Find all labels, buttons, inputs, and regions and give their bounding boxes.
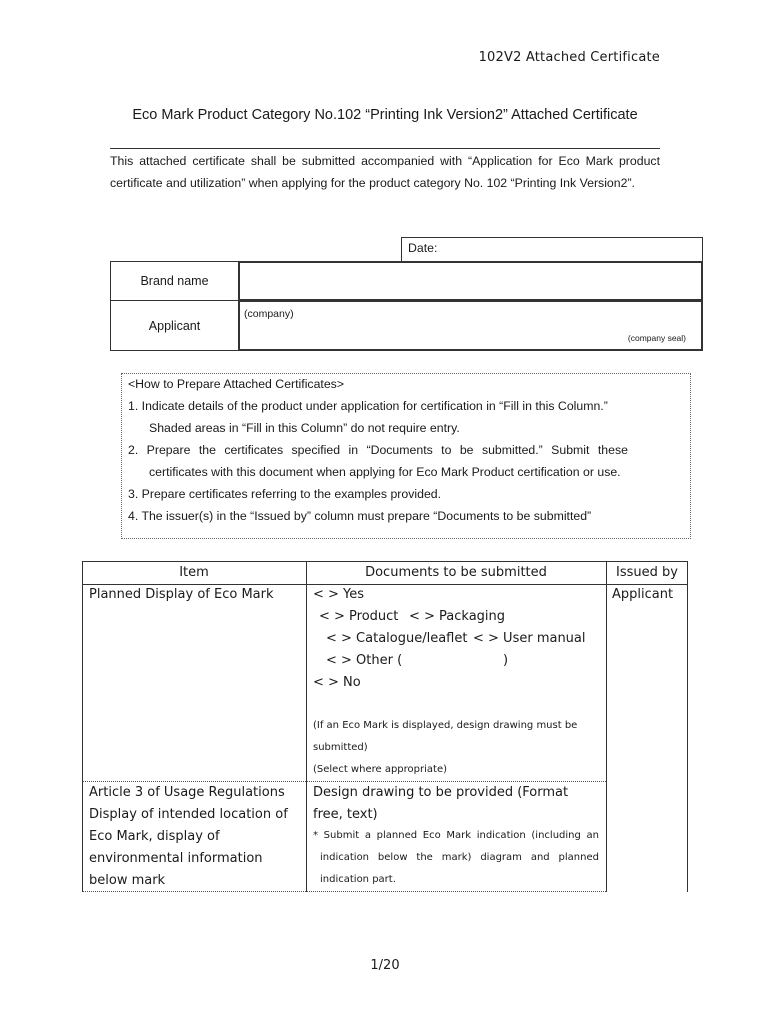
row1-note-3: (Select where appropriate)	[313, 764, 447, 775]
row1-item: Planned Display of Eco Mark	[89, 587, 274, 602]
documents-table	[82, 561, 688, 892]
column-divider-2	[606, 561, 607, 892]
row2-item-line: environmental information	[89, 851, 263, 866]
option-other-close: )	[503, 653, 509, 668]
row2-note-b: indication below the mark) diagram and planned	[320, 852, 599, 863]
instructions-box	[121, 373, 691, 539]
row-divider	[82, 781, 606, 782]
row2-note-c: indication part.	[320, 874, 396, 885]
table-top-border	[82, 561, 688, 562]
company-seal-hint: (company seal)	[627, 333, 686, 343]
row1-issued-by: Applicant	[612, 587, 674, 602]
row2-item-line: below mark	[89, 873, 166, 888]
instruction-step-2	[128, 443, 684, 457]
row2-document-line-1: Design drawing to be provided (Format	[313, 785, 569, 800]
table-left-border	[82, 561, 83, 892]
date-field[interactable]	[401, 237, 703, 262]
option-other[interactable]: < > Other (	[326, 653, 403, 668]
row1-note-1: (If an Eco Mark is displayed, design drawing must be	[313, 720, 578, 731]
row2-item-line: Article 3 of Usage Regulations	[89, 785, 285, 800]
header-documents: Documents to be submitted	[365, 565, 547, 580]
instruction-step-2-cont: certificates with this document when applying for Eco Mark Product certification or use.	[149, 465, 621, 479]
header-item: Item	[179, 565, 209, 580]
header-issued-by: Issued by	[616, 565, 678, 580]
instruction-step-1: 1. Indicate details of the product under application for certification in “Fill in this Column.”	[128, 399, 608, 413]
table-right-border	[687, 561, 688, 892]
intro-paragraph: This attached certificate shall be submitted accompanied with “Application for Eco Mark product certificate and utilization” when applying for the product category No. 102 “Printing Ink Version2”.	[110, 154, 660, 190]
option-no[interactable]: < > No	[313, 675, 361, 690]
option-packaging[interactable]: < > Packaging	[409, 609, 506, 624]
applicant-field[interactable]	[238, 300, 703, 351]
table-bottom-border	[82, 891, 606, 892]
column-divider-1	[306, 561, 307, 892]
row2-document-line-2: free, text)	[313, 807, 378, 822]
brand-name-label: Brand name	[110, 261, 239, 301]
instruction-step-2-text: 2. Prepare the certificates specified in “Documents to be submitted.” Submit these	[128, 443, 628, 457]
instruction-step-3: 3. Prepare certificates referring to the examples provided.	[128, 487, 442, 501]
page-title: Eco Mark Product Category No.102 “Printing Ink Version2” Attached Certificate	[132, 107, 638, 123]
option-user-manual[interactable]: < > User manual	[473, 631, 586, 646]
table-header-divider	[82, 584, 688, 585]
instruction-step-1-cont: Shaded areas in “Fill in this Column” do not require entry.	[149, 421, 460, 435]
applicant-label: Applicant	[110, 300, 239, 351]
company-hint: (company)	[244, 308, 294, 320]
row2-note-a: * Submit a planned Eco Mark indication (including an	[313, 830, 599, 841]
option-yes[interactable]: < > Yes	[313, 587, 365, 602]
brand-name-field[interactable]	[238, 261, 703, 301]
row2-item-line: Eco Mark, display of	[89, 829, 220, 844]
date-label: Date:	[408, 241, 438, 255]
document-id-header: 102V2 Attached Certificate	[478, 50, 660, 65]
title-divider	[110, 148, 660, 149]
page-number: 1/20	[370, 958, 400, 973]
option-product[interactable]: < > Product	[319, 609, 399, 624]
row1-note-2: submitted)	[313, 742, 368, 753]
option-catalogue[interactable]: < > Catalogue/leaflet	[326, 631, 468, 646]
instruction-step-4: 4. The issuer(s) in the “Issued by” column must prepare “Documents to be submitted”	[128, 509, 592, 523]
row2-item-line: Display of intended location of	[89, 807, 288, 822]
instructions-heading: <How to Prepare Attached Certificates>	[128, 377, 344, 391]
